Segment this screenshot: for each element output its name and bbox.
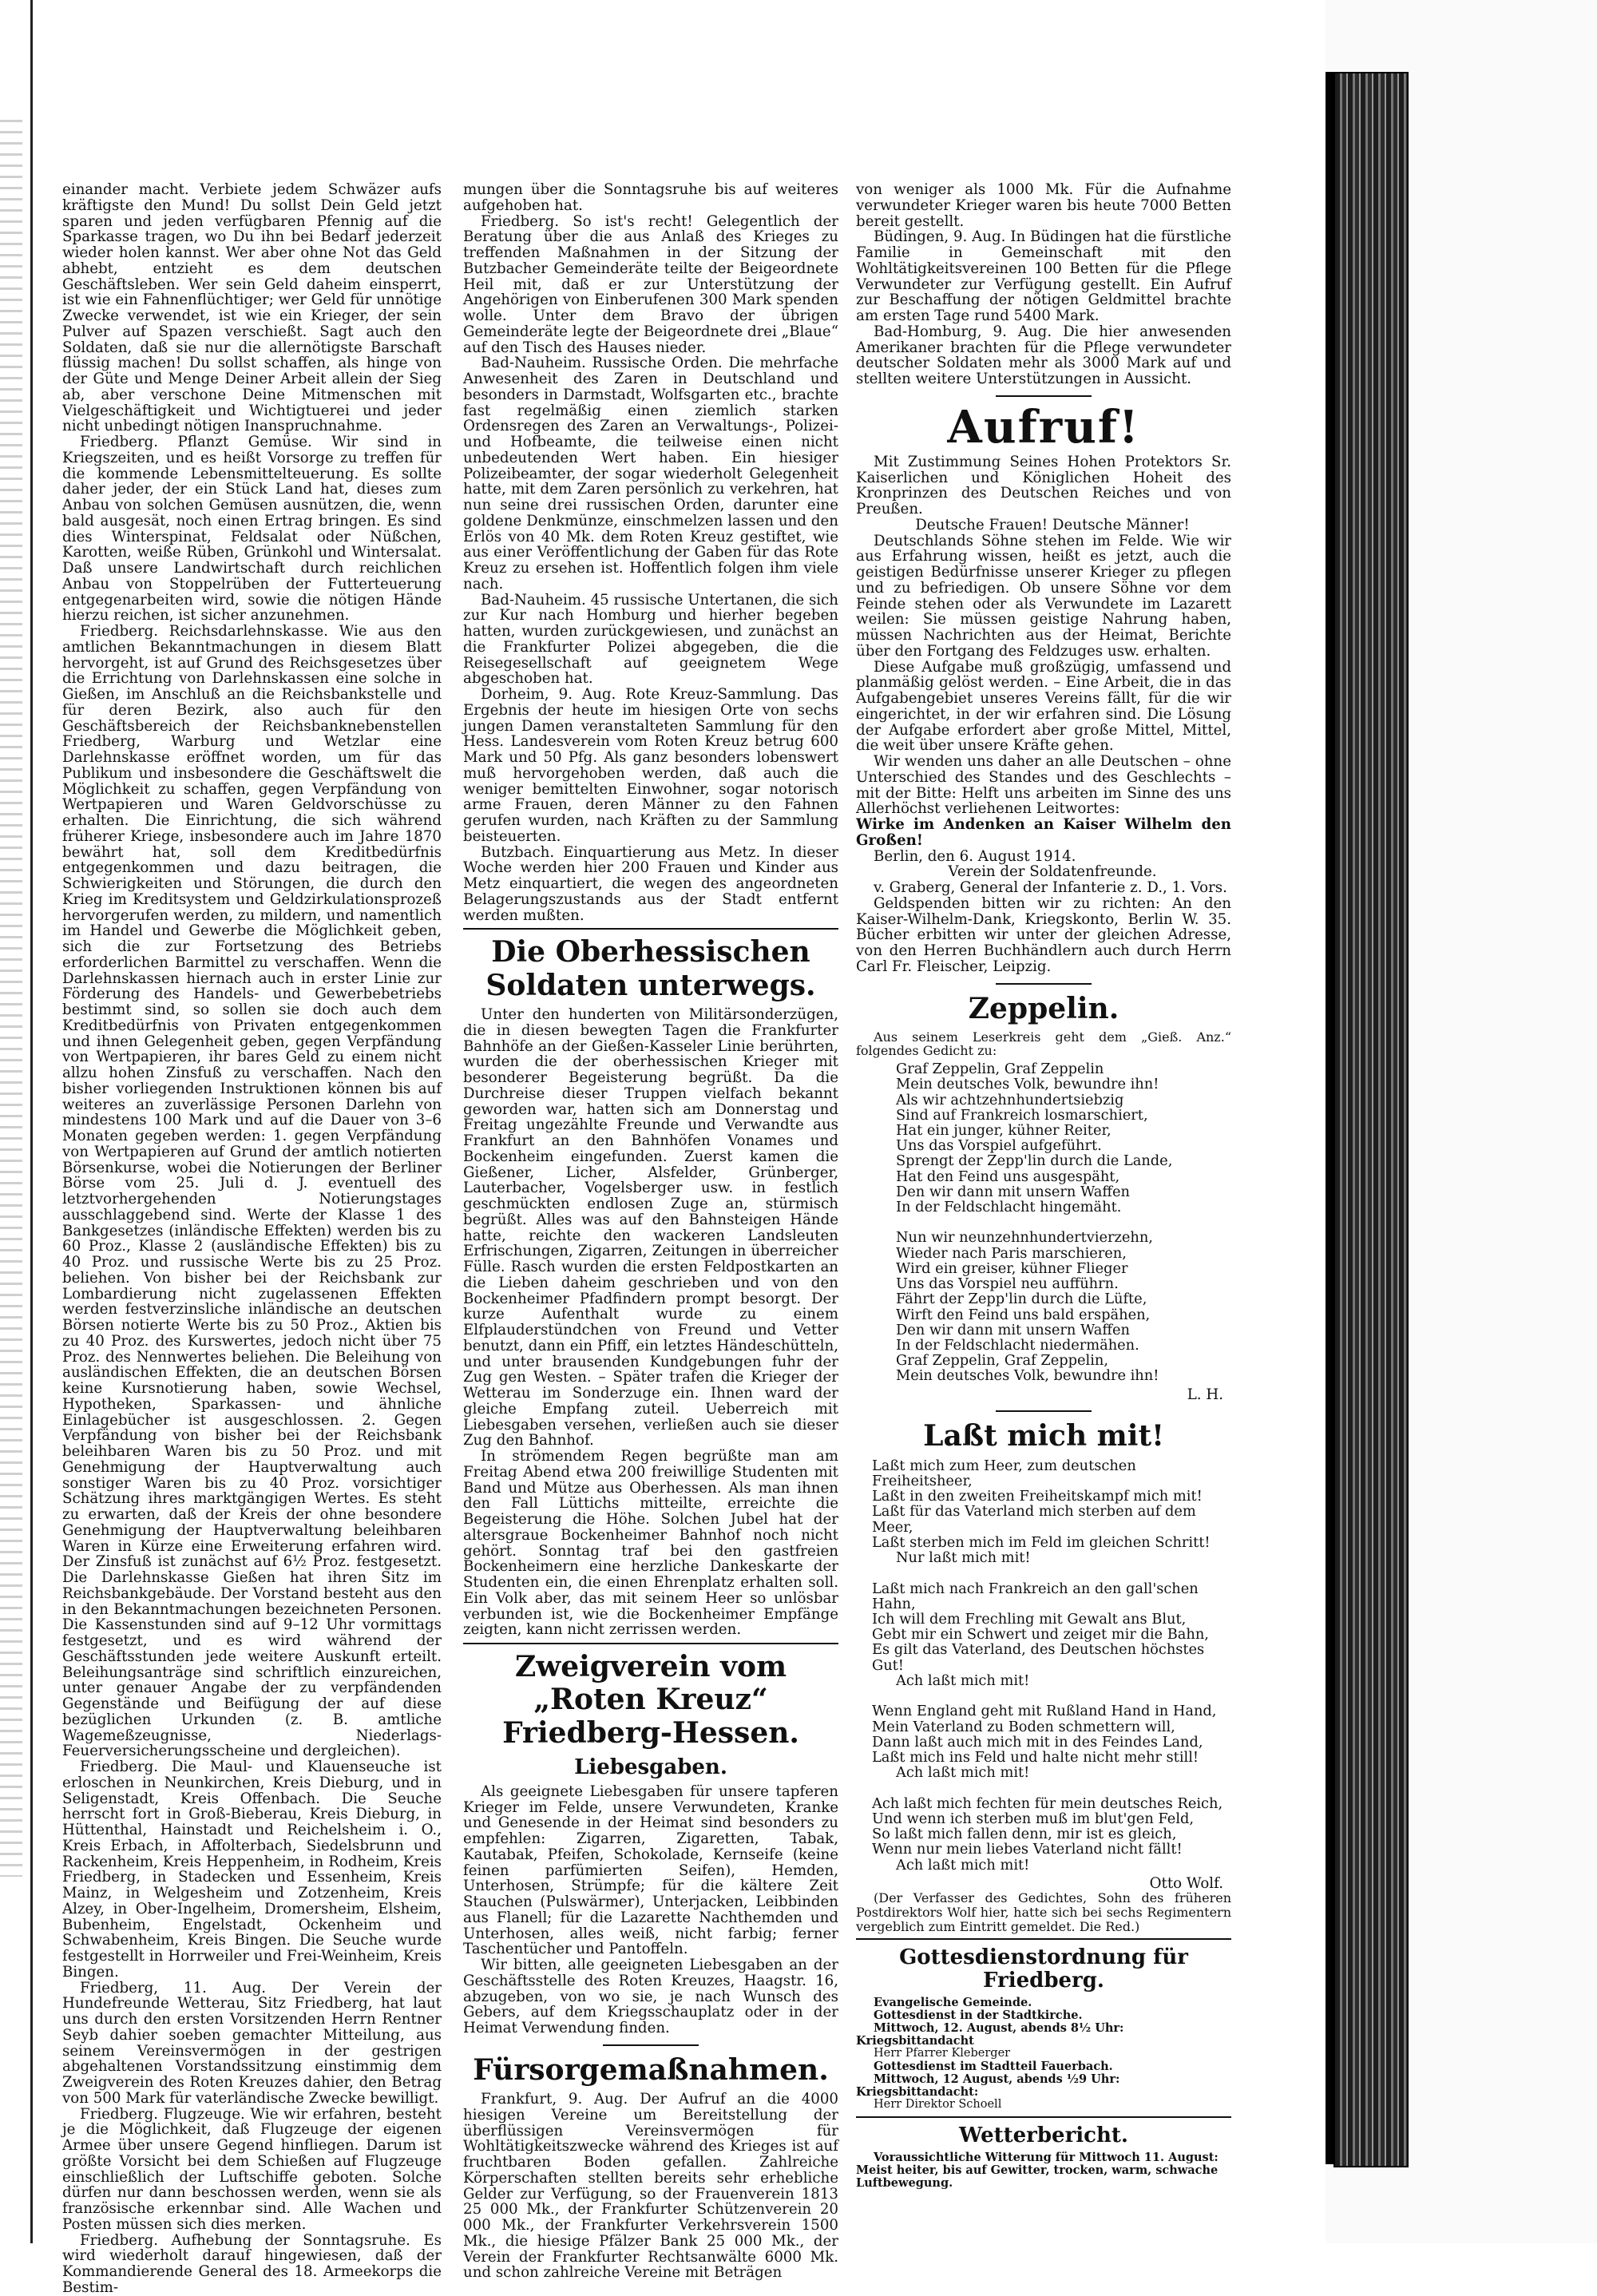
poem-line: Ach laßt mich mit! xyxy=(896,1856,1030,1874)
divider xyxy=(603,2044,699,2046)
article-paragraph: Friedberg. Pflanzt Gemüse. Wir sind in Kriegszeiten, und es heißt Vorsorge zu treffen für die kommende Lebensmittelteuerung. Es sollte daher jeder, der ein Stück Land hat, dieses zum Anbau von solchen Gemüsen ausnützen, die, wenn bald ausgesät, noch einen Ertrag bringen. Es sind dies Winterspinat, Feldsalat oder Nüßchen, Karotten, weiße Rüben, Grünkohl und Wintersalat. Daß unsere Landwirtschaft durch reichlichen Anbau von Stoppelrüben der Futterteuerung entgegenarbeiten wird, sowie die nötigen Hände hierzu reichen, ist sicher anzunehmen. xyxy=(62,434,442,625)
poem-line: Wieder nach Paris marschieren, xyxy=(896,1244,1127,1262)
fuersorge-headline: Fürsorgemaßnahmen. xyxy=(473,2052,829,2087)
poem-line: Wird ein greiser, kühner Flieger xyxy=(896,1259,1128,1277)
column-3 xyxy=(856,182,1231,2190)
poem-signature: Otto Wolf. xyxy=(1149,1874,1223,1892)
article-paragraph: einander macht. Verbiete jedem Schwäzer aufs kräftigste den Mund! Du sollst Dein Geld jetzt sparen und jeden verfügbaren Pfennig auf die Sparkasse tragen, wo Du ihn bei Bedarf jederzeit wieder holen kannst. Wer aber ohne Not das Geld abhebt, entzieht es dem deutschen Geschäftsleben. Wer sein Geld daheim einsperrt, ist wie ein Fahnenflüchtiger; wer Geld für unnötige Zwecke verwendet, ist wie ein Krieger, der sein Pulver auf Spazen verschießt. Sagt auch den Soldaten, daß sie nur die allernötigste Barschaft flüssig machen! Du sollst schaffen, als hinge von der Güte und Menge Deiner Arbeit allein der Sieg ab, aber verschone Deine Mitmenschen mit Vielgeschäftigkeit und Wichtigtuerei und jeder nicht unbedingt nötigen Inanspruchnahme. xyxy=(62,181,442,435)
poem-line: Ach laßt mich mit! xyxy=(896,1671,1030,1689)
poem-line: Laßt sterben mich im Feld im gleichen Schritt! xyxy=(872,1533,1211,1551)
poem-line: Uns das Vorspiel aufgeführt. xyxy=(896,1137,1102,1155)
article-paragraph: Diese Aufgabe muß großzügig, umfassend und planmäßig gelöst werden. – Eine Arbeit, die in das Aufgabengebiet unseres Vereins fällt, für die wir eingerichtet, in der wir erfahren sind. Die Lösung der Aufgabe erfordert aber große Mittel, Mittel, die weit über unsere Kräfte gehen. xyxy=(856,658,1231,755)
poem-line: Laßt für das Vaterland mich sterben auf dem Meer, xyxy=(872,1503,1196,1536)
notice-line: Mittwoch, 12. August, abends 8½ Uhr: Kriegsbittandacht xyxy=(856,2021,1124,2048)
article-paragraph: Büdingen, 9. Aug. In Büdingen hat die fürstliche Familie in Gemeinschaft mit den Wohltätigkeitsvereinen 100 Betten für die Pflege Verwundeter zur Verfügung gestellt. Ein Aufruf zur Beschaffung der nötigen Geldmittel brachte am ersten Tage rund 5400 Mark. xyxy=(856,228,1231,324)
poem-line: Sprengt der Zepp'lin durch die Lande, xyxy=(896,1152,1173,1170)
motto: Wirke im Andenken an Kaiser Wilhelm den Großen! xyxy=(856,816,1231,849)
column-2 xyxy=(463,182,838,2281)
article-paragraph: Bad-Nauheim. Russische Orden. Die mehrfache Anwesenheit des Zaren in Deutschland und besonders in Darmstadt, Wolfsgarten etc., brachte fast regelmäßig einen ziemlich starken Ordensregen des Zaren an Verwaltungs-, Polizei- und Hofbeamte, die teilweise einen nicht unbedeutenden Wert haben. Ein hiesiger Polizeibeamter, der sogar wiederholt Gelegenheit hatte, mit dem Zaren persönlich zu verkehren, hat nun seine drei russischen Orden, darunter eine goldene Denkmünze, einschmelzen lassen und den Erlös von 40 Mk. dem Roten Kreuz gestiftet, wie aus einer Veröffentlichung der Gaben für das Rote Kreuz zu ersehen ist. Hoffentlich folgen ihm viele nach. xyxy=(463,355,838,593)
notice-line: Herr Direktor Schoell xyxy=(874,2097,1002,2111)
newspaper-page xyxy=(48,181,1231,2296)
poem-line: Laßt mich ins Feld und halte nicht mehr still! xyxy=(872,1748,1199,1766)
notice-line: Herr Pfarrer Kleberger xyxy=(874,2047,1011,2060)
poem-line: So laßt mich fallen denn, mir ist es gleich, xyxy=(872,1826,1177,1843)
divider xyxy=(463,928,838,930)
poem-line: Es gilt das Vaterland, des Deutschen höchstes Gut! xyxy=(872,1641,1205,1674)
notice-line: Mittwoch, 12 August, abends ½9 Uhr: Kriegsbittandacht: xyxy=(856,2072,1120,2099)
article-paragraph: Friedberg. Die Maul- und Klauenseuche ist erloschen in Neunkirchen, Kreis Dieburg, und in Seligenstadt, Kreis Offenbach. Die Seuche herrscht fort in Groß-Bieberau, Kreis Dieburg, in Hüttenthal, Hainstadt und Reichelsheim i. O., Kreis Erbach, in Affolterbach, Siedelsbrunn und Rackenheim, Kreis Heppenheim, in Rodheim, Kreis Friedberg, in Stadecken und Essenheim, Kreis Mainz, in Welgesheim und Zotzenheim, Kreis Alzey, in Ober-Ingelheim, Dromersheim, Elsheim, Bubenheim, Engelstadt, Ockenheim und Schwabenheim, Kreis Bingen. Die Seuche wurde festgestellt in Horrweiler und Frei-Weinheim, Kreis Bingen. xyxy=(62,1759,442,1981)
zeppelin-headline: Zeppelin. xyxy=(968,991,1119,1025)
divider xyxy=(996,983,1092,985)
article-paragraph: Deutschlands Söhne stehen im Felde. Wie wir aus Erfahrung wissen, heißt es jetzt, auch die geistigen Bedürfnisse unserer Krieger zu pflegen und zu befriedigen. Ob unsere Söhne vor dem Feinde stehen oder als Verwundete im Lazarett weilen: Sie müssen geistige Nahrung haben, müssen Nachrichten aus der Heimat, Berichte über den Fortgang des Feldzuges usw. erhalten. xyxy=(856,532,1231,660)
poem-line: Mein deutsches Volk, bewundre ihn! xyxy=(896,1367,1159,1385)
article-paragraph: Als geeignete Liebesgaben für unsere tapferen Krieger im Felde, unsere Verwundeten, Kranke und Genesende in der Heimat sind besonders zu empfehlen: Zigarren, Zigaretten, Tabak, Kautabak, Pfeifen, Schokolade, Kernseife (keine feinen parfümierten Seifen), Hemden, Unterhosen, Strümpfe; für die kältere Zeit Stauchen (Pulswärmer), Unterjacken, Leibbinden aus Flanell; für die Lazarette Nachthemden und Unterhosen, alles weiß, nicht farbig; ferner Taschentücher und Pantoffeln. xyxy=(463,1782,838,1958)
lasst-poem xyxy=(872,1458,1231,1873)
article-paragraph: von weniger als 1000 Mk. Für die Aufnahme verwundeter Krieger waren bis heute 7000 Betten bereit gestellt. xyxy=(856,181,1231,230)
article-paragraph: Deutsche Frauen! Deutsche Männer! xyxy=(915,516,1190,533)
wetter-headline: Wetterbericht. xyxy=(959,2123,1128,2147)
poem-line: Dann laßt auch mich mit in des Feindes Land, xyxy=(872,1733,1203,1751)
book-edge xyxy=(1326,0,1597,2243)
poem-line xyxy=(872,1565,1231,1580)
article-paragraph: Wir bitten, alle geeigneten Liebesgaben an der Geschäftsstelle des Roten Kreuzes, Haagstr. 16, abzugeben, von wo sie, je nach Wunsch des Gebers, auf dem Kriegsschauplatz oder in der Heimat Verwendung finden. xyxy=(463,1957,838,2037)
article-paragraph: Aus seinem Leserkreis geht dem „Gieß. Anz.“ folgendes Gedicht zu: xyxy=(856,1029,1231,1059)
poem-line: Als wir achtzehnhundertsiebzig xyxy=(896,1091,1124,1108)
signature-org: Verein der Soldatenfreunde. xyxy=(948,863,1157,881)
poem-line: Ach laßt mich fechten für mein deutsches Reich, xyxy=(872,1794,1223,1812)
poem-line: Laßt mich zum Heer, zum deutschen Freiheitsheer, xyxy=(872,1457,1136,1490)
zweigverein-headline: Zweigverein vom „Roten Kreuz“ Friedberg-Hessen. xyxy=(502,1650,799,1750)
notice-line: Gottesdienst im Stadtteil Fauerbach. xyxy=(874,2060,1113,2074)
article-paragraph: mungen über die Sonntagsruhe bis auf weiteres aufgehoben hat. xyxy=(463,181,838,214)
poem-line: In der Feldschlacht hingemäht. xyxy=(896,1199,1122,1216)
lasst-headline: Laßt mich mit! xyxy=(923,1419,1164,1453)
article-paragraph: Dorheim, 9. Aug. Rote Kreuz-Sammlung. Das Ergebnis der heute im hiesigen Orte von sechs jungen Damen veranstalteten Sammlung für den Hess. Landesverein vom Roten Kreuz betrug 600 Mark und 50 Pfg. Als ganz besonders lobenswert muß hervorgehoben werden, daß auch die weniger bemittelten Einwohner, sogar notorisch arme Frauen, deren Männer zu den Fahnen gerufen wurden, nach Kräften zu der Sammlung beisteuerten. xyxy=(463,686,838,845)
poem-line xyxy=(896,1215,1231,1230)
poem-line: Laßt in den zweiten Freiheitskampf mich mit! xyxy=(872,1488,1203,1505)
poem-line: Hat den Feind uns ausgespäht, xyxy=(896,1168,1120,1185)
poem-line: Den wir dann mit unsern Waffen xyxy=(896,1183,1130,1200)
poem-line: Gebt mir ein Schwert und zeiget mir die Bahn, xyxy=(872,1626,1209,1644)
poem-line: Wirft den Feind uns bald erspähen, xyxy=(896,1306,1151,1323)
poem-line: Und wenn ich sterben muß im blut'gen Feld, xyxy=(872,1810,1195,1827)
divider xyxy=(856,2116,1231,2118)
article-paragraph: Bad-Homburg, 9. Aug. Die hier anwesenden Amerikaner brachten für die Pflege verwundeter deutscher Soldaten mehr als 3000 Mark auf und stellten weitere Unterstützungen in Aussicht. xyxy=(856,323,1231,387)
poem-line: Graf Zeppelin, Graf Zeppelin, xyxy=(896,1352,1109,1370)
editor-note: (Der Verfasser des Gedichtes, Sohn des früheren Postdirektors Wolf hier, hatte sich bei sechs Regimentern vergeblich zum Eintritt gemeldet. Die Red.) xyxy=(856,1890,1231,1934)
poem-line: In der Feldschlacht niedermähen. xyxy=(896,1337,1139,1354)
poem-line: Mein deutsches Volk, bewundre ihn! xyxy=(896,1076,1159,1093)
dateline: Berlin, den 6. August 1914. xyxy=(874,847,1076,865)
weather-text: Voraussichtliche Witterung für Mittwoch 11. August: Meist heiter, bis auf Gewitter, trocken, warm, schwache Luftbewegung. xyxy=(856,2151,1219,2191)
divider xyxy=(463,1643,838,1644)
poem-line: Ach laßt mich mit! xyxy=(896,1764,1030,1782)
article-paragraph: Friedberg. Aufhebung der Sonntagsruhe. Es wird wiederholt darauf hingewiesen, daß der Kommandierende General des 18. Armeekorps die Bestim- xyxy=(62,2231,442,2296)
poem-line: Wenn England geht mit Rußland Hand in Hand, xyxy=(872,1703,1217,1720)
article-paragraph: In strömendem Regen begrüßte man am Freitag Abend etwa 200 freiwillige Studenten mit Band und Mütze aus Oberhessen. Als man ihnen den Fall Lüttichs mitteilte, erreichte die Begeisterung die Höhe. Solchen Jubel hat der altersgraue Bockenheimer Bahnhof noch nicht gehört. Sonntag traf bei den gastfreien Bockenheimern eine herzliche Dankeskarte der Studenten ein, die einen Ehrenplatz erhalten soll. Ein Volk aber, das mit seinem Heer so unlösbar verbunden ist, wie die Bockenheimer Empfänge zeigten, kann nicht zerrissen werden. xyxy=(463,1448,838,1639)
article-paragraph: Mit Zustimmung Seines Hohen Protektors Sr. Kaiserlichen und Königlichen Hoheit des Kronprinzen des Deutschen Reiches und von Preußen. xyxy=(856,453,1231,517)
column-1 xyxy=(62,182,442,2296)
poem-line: Mein Vaterland zu Boden schmettern will, xyxy=(872,1718,1175,1735)
article-paragraph: Geldspenden bitten wir zu richten: An den Kaiser-Wilhelm-Dank, Kriegskonto, Berlin W. 35. Bücher erbitten wir unter der gleichen Adresse, von den Herren Buchhändlern auch durch Herrn Carl Fr. Fleischer, Leipzig. xyxy=(856,894,1231,975)
poem-line xyxy=(872,1780,1231,1795)
notice-line: Evangelische Gemeinde. xyxy=(874,1996,1032,2010)
article-paragraph: Butzbach. Einquartierung aus Metz. In dieser Woche werden hier 200 Frauen und Kinder aus Metz einquartiert, die wegen des angeordneten Belagerungszustands aus der Stadt entfernt werden mußten. xyxy=(463,843,838,924)
poem-line: Uns das Vorspiel neu aufführn. xyxy=(896,1275,1119,1293)
poem-line: Nur laßt mich mit! xyxy=(896,1549,1031,1567)
divider xyxy=(996,1410,1092,1412)
poem-line: Ich will dem Frechling mit Gewalt ans Blut, xyxy=(872,1611,1187,1628)
poem-line: Wenn nur mein liebes Vaterland nicht fällt! xyxy=(872,1841,1183,1858)
liebesgaben-subheadline: Liebesgaben. xyxy=(574,1755,727,1780)
aufruf-headline: Aufruf! xyxy=(947,400,1140,454)
poem-line: Den wir dann mit unsern Waffen xyxy=(896,1321,1130,1338)
poem-line: Fährt der Zepp'lin durch die Lüfte, xyxy=(896,1291,1147,1308)
poem-line xyxy=(872,1688,1231,1703)
notice-line: Gottesdienst in der Stadtkirche. xyxy=(874,2009,1083,2023)
poem-signature: L. H. xyxy=(1187,1386,1223,1403)
article-paragraph: Unter den hunderten von Militärsonderzügen, die in diesen bewegten Tagen die Frankfurter Bahnhöfe an der Gießen-Kasseler Linie berührten, wurden die der oberhessischen Krieger mit besonderer Begeisterung begrüßt. Da die Durchreise dieser Truppen vielfach bekannt geworden war, hatten sich am Donnerstag und Freitag ungezählte Freunde und Verwandte aus Frankfurt an den Bahnhöfen Vonames und Bockenheim eingefunden. Zuerst kamen die Gießener, Licher, Alsfelder, Grünberger, Lauterbacher, Vogelsberger usw. in festlich geschmückten endlosen Zuge an, stürmisch begrüßt. Alles was auf den Bahnsteigen Hände hatte, reichte den wackeren Landsleuten Erfrischungen, Zigarren, Zeitungen in überreicher Fülle. Rasch wurden die ersten Feldpostkarten an die Lieben daheim geschrieben und von den Bockenheimer Pfadfindern prompt besorgt. Der kurze Aufenthalt wurde zu einem Elfplauderstündchen von Freund und Vetter benutzt, dann ein Pfiff, ein letztes Händeschütteln, und unter brausenden Kundgebungen fuhr der Zug gen Westen. – Später trafen die Krieger der Wetterau im Sonderzuge ein. Ihnen ward der gleiche Empfang zuteil. Ueberreich mit Liebesgaben versehen, verließen auch sie dieser Zug den Bahnhof. xyxy=(463,1006,838,1449)
article-paragraph: Frankfurt, 9. Aug. Der Aufruf an die 4000 hiesigen Vereine um Bereitstellung der überflüssigen Vereinsvermögen für Wohltätigkeitszwecke während des Krieges ist auf fruchtbaren Boden gefallen. Zahlreiche Körperschaften stellten bereits sehr erhebliche Gelder zur Verfügung, so der Frauenverein 1813 25 000 Mk., der Frankfurter Schützenverein 20 000 Mk., der Frankfurter Verkehrsverein 1500 Mk., die hiesige Pfälzer Bank 25 000 Mk., der Verein der Frankfurter Rechtsanwälte 6000 Mk. und schon zahlreiche Vereine mit Beträgen xyxy=(463,2091,838,2282)
article-paragraph: Bad-Nauheim. 45 russische Untertanen, die sich zur Kur nach Homburg und hierher begeben hatten, wurden zurückgewiesen, und zunächst an die Frankfurter Polizei abgegeben, die die Reisegesellschaft auf geeignetem Wege abgeschoben hat. xyxy=(463,591,838,688)
article-paragraph: Friedberg. Flugzeuge. Wie wir erfahren, besteht je die Möglichkeit, daß Flugzeuge der eigenen Armee über unsere Gegend hinfliegen. Darum ist größte Vorsicht bei dem Schießen auf Flugzeuge einschließlich der Luftschiffe geboten. Solche dürfen nur dann beschossen werden, wenn sie als französische erkennbar sind. Alle Wachen und Posten müssen sich dies merken. xyxy=(62,2105,442,2233)
poem-line: Graf Zeppelin, Graf Zeppelin xyxy=(896,1061,1104,1078)
page-gutter-left xyxy=(0,0,33,2243)
gottesdienst-headline: Gottesdienstordnung für Friedberg. xyxy=(899,1945,1188,1993)
zeppelin-poem xyxy=(896,1061,1231,1384)
divider xyxy=(996,395,1092,397)
poem-line: Hat ein junger, kühner Reiter, xyxy=(896,1121,1112,1139)
article-paragraph: Friedberg. Reichsdarlehnskasse. Wie aus den amtlichen Bekanntmachungen in diesem Blatt hervorgeht, ist auf Grund des Reichsgesetzes über die Errichtung von Darlehnskassen eine solche in Gießen, im Anschluß an die Reichsbankstelle und für deren Bezirk, also auch für den Geschäftsbereich der Reichsbanknebenstellen Friedberg, Warburg und Wetzlar eine Darlehnskasse eröffnet worden, um für das Publikum und insbesondere die Geschäftswelt die Möglichkeit zu schaffen, gegen Verpfändung von Wertpapieren und Waren Geldvorschüsse zu erhalten. Die Einrichtung, die sich während früherer Kriege, insbesondere auch im Jahre 1870 bewährt hat, soll dem Kreditbedürfnis entgegenkommen und dazu beitragen, die Schwierigkeiten und Störungen, die durch den Krieg im Kreditsystem und Geldzirkulationsprozeß hervorgerufen werden, zu mildern, und namentlich im Handel und Gewerbe die Möglichkeit geben, sich die zur Fortsetzung des Betriebs erforderlichen Barmittel zu verschaffen. Wenn die Darlehnskassen hiernach auch in erster Linie zur Förderung des Handels- und Gewerbebetriebs bestimmt sind, so sollen sie doch auch dem Kreditbedürfnis von Privaten entgegenkommen und ihnen Gelegenheit geben, gegen Verpfändung von Wertpapieren, ihr bares Geld zu einem nicht allzu hohen Zinsfuß zu verschaffen. Nach den bisher vorliegenden Instruktionen können bis auf weiteres an zuverlässige Personen Darlehn von mindestens 100 Mark und auf die Dauer von 3–6 Monaten gegeben werden: 1. gegen Verpfändung von Wertpapieren auf Grund der amtlich notierten Börsenkurse, wobei die Notierungen der Berliner Börse vom 25. Juli d. J. eventuell des letztvorhergehenden Notierungstages ausschlaggebend sind. Werte der Klasse 1 des Bankgesetzes (inländische Effekten) werden bis zu 60 Proz., Klasse 2 (ausländische Effekten) bis zu 40 Proz. und russische Werte bis zu 25 Proz. beliehen. Von bisher bei der Reichsbank zur Lombardierung nicht zugelassenen Effekten werden festverzinsliche inländische an deutschen Börsen notierte Werte bis zu 50 Proz., Aktien bis zu 40 Proz. des Kurswertes, jedoch nicht über 75 Proz. des Nennwertes beliehen. Die Beleihung von ausländischen Effekten, die an deutschen Börsen keine Kursnotierung haben, sowie Wechsel, Hypotheken, Sparkassen- und ähnliche Einlagebücher ist ausgeschlossen. 2. Gegen Verpfändung von bisher bei der Reichsbank beleihbaren Waren bis zu 50 Proz. und mit Genehmigung der Hauptverwaltung auch sonstiger Waren bis zu 40 Proz. vorsichtiger Schätzung ihres marktgängigen Wertes. Es steht zu erwarten, daß der Kreis der ohne besondere Genehmigung der Hauptverwaltung beleihbaren Waren in Kürze eine Erweiterung erfahren wird. Der Zinsfuß ist zunächst auf 6½ Proz. festgesetzt. Die Darlehnskasse Gießen hat ihren Sitz im Reichsbankgebäude. Der Vorstand besteht aus den in den Bekanntmachungen bezeichneten Personen. Die Kassenstunden sind auf 9–12 Uhr vormittags festgesetzt, und es wird während der Geschäftsstunden jede weitere Auskunft erteilt. Beleihungsanträge sind schriftlich einzureichen, unter genauer Angabe der zu verpfändenden Gegenstände und Beifügung der auf diese bezüglichen Urkunden (z. B. amtliche Wagemeßzeugnisse, Niederlags-Feuerversicherungsscheine und dergleichen). xyxy=(62,623,442,1760)
soldaten-headline: Die Oberhessischen Soldaten unterwegs. xyxy=(485,935,816,1002)
poem-line: Sind auf Frankreich losmarschiert, xyxy=(896,1106,1148,1124)
poem-line: Nun wir neunzehnhundertvierzehn, xyxy=(896,1229,1153,1247)
signature: v. Graberg, General der Infanterie z. D., 1. Vors. xyxy=(874,879,1227,896)
divider xyxy=(856,1938,1231,1940)
article-paragraph: Friedberg, 11. Aug. Der Verein der Hundefreunde Wetterau, Sitz Friedberg, hat laut uns durch den ersten Vorsitzenden Herrn Rentner Seyb dahier soeben gemachter Mitteilung, aus seinem Vereinsvermögen in der gestrigen abgehaltenen Vorstandssitzung einstimmig dem Zweigverein des Roten Kreuzes dahier, den Betrag von 500 Mark für vaterländische Zwecke bewilligt. xyxy=(62,1979,442,2107)
article-paragraph: Wir wenden uns daher an alle Deutschen – ohne Unterschied des Standes und des Geschlechts – mit der Bitte: Helft uns arbeiten im Sinne des uns Allerhöchst verliehenen Leitwortes: xyxy=(856,753,1231,818)
article-paragraph: Friedberg. So ist's recht! Gelegentlich der Beratung über die aus Anlaß des Krieges zu treffenden Maßnahmen in der Sitzung der Butzbacher Gemeinderäte teilte der Beigeordnete Heil mit, daß er zur Unterstützung der Angehörigen von Einberufenen 300 Mark spenden wolle. Unter dem Bravo der übrigen Gemeinderäte legte der Beigeordnete drei „Blaue“ auf den Tisch des Hauses nieder. xyxy=(463,212,838,356)
poem-line: Laßt mich nach Frankreich an den gall'schen Hahn, xyxy=(872,1580,1199,1612)
